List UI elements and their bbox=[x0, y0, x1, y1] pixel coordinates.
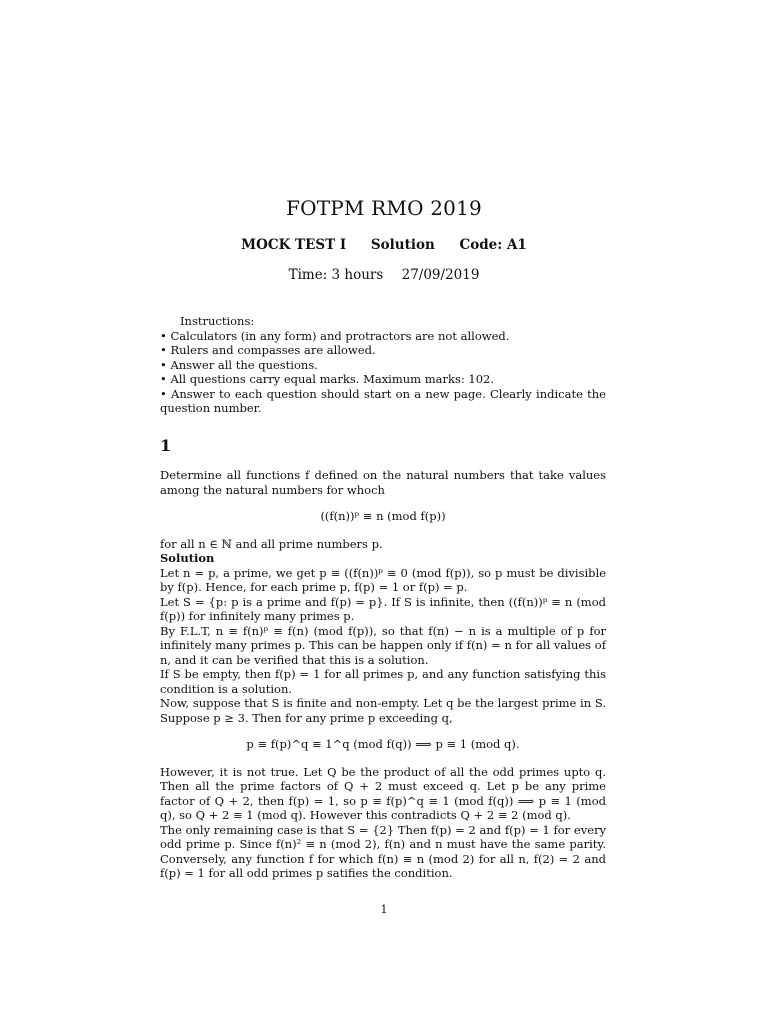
solution-paragraph: If S be empty, then f(p) = 1 for all primes p, and any function satisfying this condition is a solution. bbox=[160, 667, 606, 696]
page-title: FOTPM RMO 2019 bbox=[286, 196, 482, 220]
instruction-item: • Answer to each question should start on a new page. Clearly indicate the question number. bbox=[160, 386, 606, 415]
instruction-item: • Calculators (in any form) and protractors are not allowed. bbox=[160, 328, 510, 343]
solution-paragraph: Let S = {p: p is a prime and f(p) = p}. If S is infinite, then ((f(n))ᵖ ≡ n (mod f(p)) for infinitely many primes p. bbox=[160, 594, 606, 623]
solution-paragraph: Now, suppose that S is finite and non-empty. Let q be the largest prime in S. Suppose p ≥ 3. Then for any prime p exceeding q, bbox=[160, 696, 606, 725]
time-limit: Time: 3 hours bbox=[288, 267, 384, 283]
instructions-block bbox=[160, 314, 606, 416]
problem-body bbox=[160, 468, 606, 881]
test-info bbox=[0, 237, 768, 253]
solution-heading: Solution bbox=[160, 551, 215, 565]
problem-statement-tail: for all n ∈ ℕ and all prime numbers p. bbox=[160, 536, 383, 551]
page-number: 1 bbox=[380, 903, 388, 916]
problem-statement: Determine all functions f defined on the natural numbers that take values among the natural numbers for whoch bbox=[160, 468, 606, 497]
solution-paragraph: Let n = p, a prime, we get p ≡ ((f(n))ᵖ ≡ 0 (mod f(p)), so p must be divisible by f(p). Hence, for each prime p, f(p) = 1 or f(p) = p. bbox=[160, 565, 606, 594]
solution-paragraph: By F.L.T, n ≡ f(n)ᵖ ≡ f(n) (mod f(p)), so that f(n) − n is a multiple of p for infinitely many primes p. This can be happen only if f(n) = n for all values of n, and it can be verified that this is a solution. bbox=[160, 623, 606, 667]
time-date-line bbox=[0, 267, 768, 283]
problem-number: 1 bbox=[160, 436, 172, 455]
instruction-item: • Rulers and compasses are allowed. bbox=[160, 343, 376, 357]
code-label: Code: A1 bbox=[459, 237, 527, 253]
instructions-heading: Instructions: bbox=[180, 314, 255, 328]
instruction-item: • Answer all the questions. bbox=[160, 357, 318, 372]
instruction-item: • All questions carry equal marks. Maximum marks: 102. bbox=[160, 372, 494, 386]
solution-equation: p ≡ f(p)^q ≡ 1^q (mod f(q)) ⟹ p ≡ 1 (mod q). bbox=[246, 737, 520, 751]
test-name: MOCK TEST I bbox=[241, 237, 347, 253]
problem-equation: ((f(n))ᵖ ≡ n (mod f(p)) bbox=[320, 509, 446, 523]
test-date: 27/09/2019 bbox=[401, 267, 480, 283]
solution-paragraph: The only remaining case is that S = {2} Then f(p) = 2 and f(p) = 1 for every odd prime p. Since f(n)² ≡ n (mod 2), f(n) and n must have the same parity. Conversely, any function f for which f(n) ≡ n (mod 2) for all n, f(2) = 2 and f(p) = 1 for all odd primes p satifies the condition. bbox=[160, 822, 606, 880]
solution-paragraph: However, it is not true. Let Q be the product of all the odd primes upto q. Then all the prime factors of Q + 2 must exceed q. Let p be any prime factor of Q + 2, then f(p) = 1, so p ≡ f(p)^q ≡ 1 (mod f(q)) ⟹ p ≡ 1 (mod q), so Q + 2 ≡ 1 (mod q). However this contradicts Q + 2 ≡ 2 (mod q). bbox=[160, 764, 606, 822]
solution-label: Solution bbox=[370, 237, 435, 253]
